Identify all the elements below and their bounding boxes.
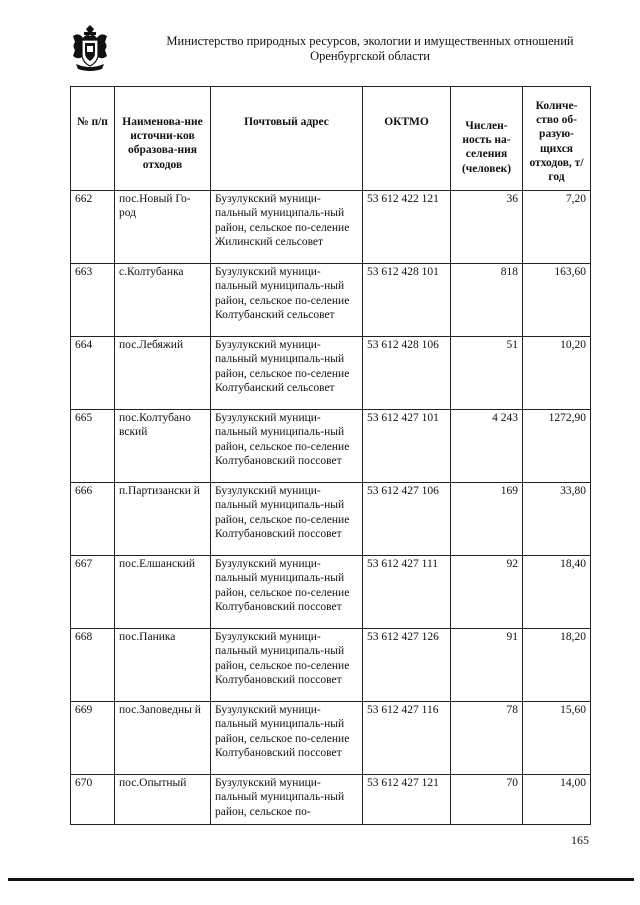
cell-address: Бузулукский муници-пальный муниципаль-ный район, сельское по-селение Жилинский сельсовет	[211, 191, 363, 264]
cell-oktmo: 53 612 427 106	[363, 483, 451, 556]
table-row	[71, 410, 591, 483]
cell-num: 666	[71, 483, 115, 556]
ministry-line-1: Министерство природных ресурсов, экологии и имущественных отношений	[166, 34, 574, 48]
cell-address: Бузулукский муници-пальный муниципаль-ный район, сельское по-селение Колтубанский сельсовет	[211, 264, 363, 337]
cell-population: 818	[451, 264, 523, 337]
cell-num: 663	[71, 264, 115, 337]
cell-address: Бузулукский муници-пальный муниципаль-ный район, сельское по-селение Колтубановский поссовет	[211, 629, 363, 702]
cell-address: Бузулукский муници-пальный муниципаль-ный район, сельское по-	[211, 775, 363, 825]
cell-num: 667	[71, 556, 115, 629]
table-row	[71, 556, 591, 629]
cell-quantity: 7,20	[523, 191, 591, 264]
cell-population: 4 243	[451, 410, 523, 483]
cell-oktmo: 53 612 427 111	[363, 556, 451, 629]
cell-quantity: 15,60	[523, 702, 591, 775]
cell-quantity: 18,20	[523, 629, 591, 702]
cell-oktmo: 53 612 428 106	[363, 337, 451, 410]
cell-population: 78	[451, 702, 523, 775]
waste-sources-table	[70, 86, 591, 825]
cell-num: 668	[71, 629, 115, 702]
cell-num: 670	[71, 775, 115, 825]
cell-address: Бузулукский муници-пальный муниципаль-ный район, сельское по-селение Колтубановский поссовет	[211, 702, 363, 775]
coat-of-arms-icon	[70, 24, 110, 72]
cell-quantity: 18,40	[523, 556, 591, 629]
cell-quantity: 14,00	[523, 775, 591, 825]
table-row	[71, 264, 591, 337]
table-row	[71, 629, 591, 702]
column-header-name: Наименова-ние источни-ков образова-ния отходов	[115, 87, 211, 191]
cell-population: 92	[451, 556, 523, 629]
table-row	[71, 483, 591, 556]
cell-oktmo: 53 612 427 126	[363, 629, 451, 702]
cell-oktmo: 53 612 427 116	[363, 702, 451, 775]
cell-name: п.Партизански й	[115, 483, 211, 556]
table-row	[71, 191, 591, 264]
column-header-population: Числен-ность на-селения (человек)	[451, 87, 523, 191]
table-header-row	[71, 87, 591, 191]
document-header	[70, 24, 610, 72]
cell-name: пос.Лебяжий	[115, 337, 211, 410]
footer-divider	[8, 878, 634, 881]
cell-oktmo: 53 612 422 121	[363, 191, 451, 264]
cell-quantity: 10,20	[523, 337, 591, 410]
cell-num: 669	[71, 702, 115, 775]
cell-address: Бузулукский муници-пальный муниципаль-ный район, сельское по-селение Колтубанский сельсовет	[211, 337, 363, 410]
cell-oktmo: 53 612 427 101	[363, 410, 451, 483]
column-header-quantity: Количе-ство об-разую-щихся отходов, т/год	[523, 87, 591, 191]
cell-address: Бузулукский муници-пальный муниципаль-ный район, сельское по-селение Колтубановский поссовет	[211, 483, 363, 556]
cell-name: пос.Колтубано вский	[115, 410, 211, 483]
cell-address: Бузулукский муници-пальный муниципаль-ный район, сельское по-селение Колтубановский поссовет	[211, 556, 363, 629]
table-row	[71, 702, 591, 775]
column-header-oktmo: ОКТМО	[363, 87, 451, 191]
table-row	[71, 775, 591, 825]
cell-num: 662	[71, 191, 115, 264]
cell-name: пос.Заповедны й	[115, 702, 211, 775]
cell-name: пос.Опытный	[115, 775, 211, 825]
column-header-address: Почтовый адрес	[211, 87, 363, 191]
page-number: 165	[571, 833, 589, 847]
cell-quantity: 1272,90	[523, 410, 591, 483]
cell-name: пос.Паника	[115, 629, 211, 702]
cell-num: 664	[71, 337, 115, 410]
cell-population: 169	[451, 483, 523, 556]
cell-quantity: 163,60	[523, 264, 591, 337]
cell-name: с.Колтубанка	[115, 264, 211, 337]
cell-population: 36	[451, 191, 523, 264]
cell-num: 665	[71, 410, 115, 483]
ministry-line-2: Оренбургской области	[310, 49, 430, 63]
cell-name: пос.Елшанский	[115, 556, 211, 629]
cell-address: Бузулукский муници-пальный муниципаль-ный район, сельское по-селение Колтубановский поссовет	[211, 410, 363, 483]
cell-population: 51	[451, 337, 523, 410]
column-header-num: № п/п	[71, 87, 115, 191]
cell-oktmo: 53 612 427 121	[363, 775, 451, 825]
cell-quantity: 33,80	[523, 483, 591, 556]
cell-name: пос.Новый Го-род	[115, 191, 211, 264]
cell-oktmo: 53 612 428 101	[363, 264, 451, 337]
cell-population: 91	[451, 629, 523, 702]
ministry-name	[130, 34, 610, 64]
cell-population: 70	[451, 775, 523, 825]
table-row	[71, 337, 591, 410]
